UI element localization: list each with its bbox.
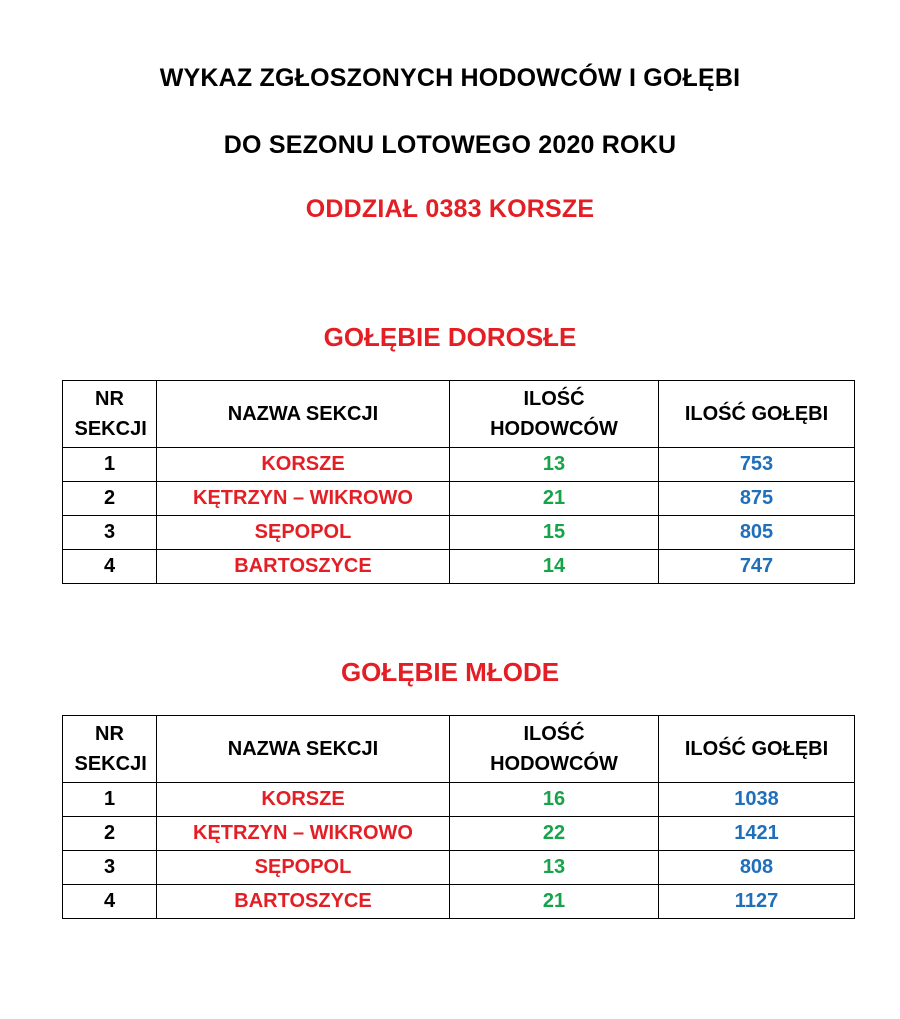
- breeders-count: 22: [450, 817, 659, 851]
- section-name: KORSZE: [157, 448, 450, 482]
- breeders-count: 14: [450, 550, 659, 584]
- pigeons-count: 808: [659, 851, 855, 885]
- table-header-row: [63, 716, 855, 783]
- column-header-pigeons: ILOŚĆ GOŁĘBI: [659, 381, 855, 448]
- section-number: 2: [63, 817, 157, 851]
- branch-title: ODDZIAŁ 0383 KORSZE: [305, 195, 595, 223]
- section-name: KORSZE: [157, 783, 450, 817]
- table-row: [63, 851, 855, 885]
- pigeons-count: 753: [659, 448, 855, 482]
- section-name: KĘTRZYN – WIKROWO: [157, 482, 450, 516]
- table-header-row: [63, 381, 855, 448]
- pigeons-count: 1421: [659, 817, 855, 851]
- column-header-nr: [63, 716, 157, 783]
- table-row: [63, 783, 855, 817]
- section-name: BARTOSZYCE: [157, 550, 450, 584]
- section-name: SĘPOPOL: [157, 851, 450, 885]
- section-name: KĘTRZYN – WIKROWO: [157, 817, 450, 851]
- breeders-count: 21: [450, 482, 659, 516]
- table-row: [63, 550, 855, 584]
- column-header-breeders: [450, 381, 659, 448]
- breeders-count: 13: [450, 448, 659, 482]
- pigeons-count: 1038: [659, 783, 855, 817]
- column-header-name: NAZWA SEKCJI: [157, 716, 450, 783]
- column-header-nr-label: NR SEKCJI: [74, 723, 147, 775]
- pigeons-count: 805: [659, 516, 855, 550]
- section-number: 1: [63, 448, 157, 482]
- table-row: [63, 885, 855, 919]
- table-row: [63, 448, 855, 482]
- section-number: 1: [63, 783, 157, 817]
- breeders-count: 15: [450, 516, 659, 550]
- column-header-breeders-label: ILOŚĆ HODOWCÓW: [490, 723, 618, 775]
- breeders-count: 16: [450, 783, 659, 817]
- young-pigeons-table: [62, 715, 855, 919]
- table-row: [63, 482, 855, 516]
- section-number: 3: [63, 851, 157, 885]
- section-number: 4: [63, 885, 157, 919]
- pigeons-count: 1127: [659, 885, 855, 919]
- pigeons-count: 747: [659, 550, 855, 584]
- column-header-name: NAZWA SEKCJI: [157, 381, 450, 448]
- section-number: 2: [63, 482, 157, 516]
- column-header-breeders-label: ILOŚĆ HODOWCÓW: [490, 388, 618, 440]
- section-name: BARTOSZYCE: [157, 885, 450, 919]
- section-number: 4: [63, 550, 157, 584]
- breeders-count: 21: [450, 885, 659, 919]
- column-header-breeders: [450, 716, 659, 783]
- section-name: SĘPOPOL: [157, 516, 450, 550]
- breeders-count: 13: [450, 851, 659, 885]
- document-title-line-2: DO SEZONU LOTOWEGO 2020 ROKU: [223, 131, 677, 159]
- adult-pigeons-heading: GOŁĘBIE DOROSŁE: [323, 322, 577, 352]
- table-row: [63, 817, 855, 851]
- table-row: [63, 516, 855, 550]
- section-number: 3: [63, 516, 157, 550]
- young-pigeons-heading: GOŁĘBIE MŁODE: [340, 657, 560, 687]
- pigeons-count: 875: [659, 482, 855, 516]
- column-header-nr: [63, 381, 157, 448]
- column-header-pigeons: ILOŚĆ GOŁĘBI: [659, 716, 855, 783]
- adult-pigeons-table: [62, 380, 855, 584]
- column-header-nr-label: NR SEKCJI: [74, 388, 147, 440]
- document-title-line-1: WYKAZ ZGŁOSZONYCH HODOWCÓW I GOŁĘBI: [159, 64, 741, 92]
